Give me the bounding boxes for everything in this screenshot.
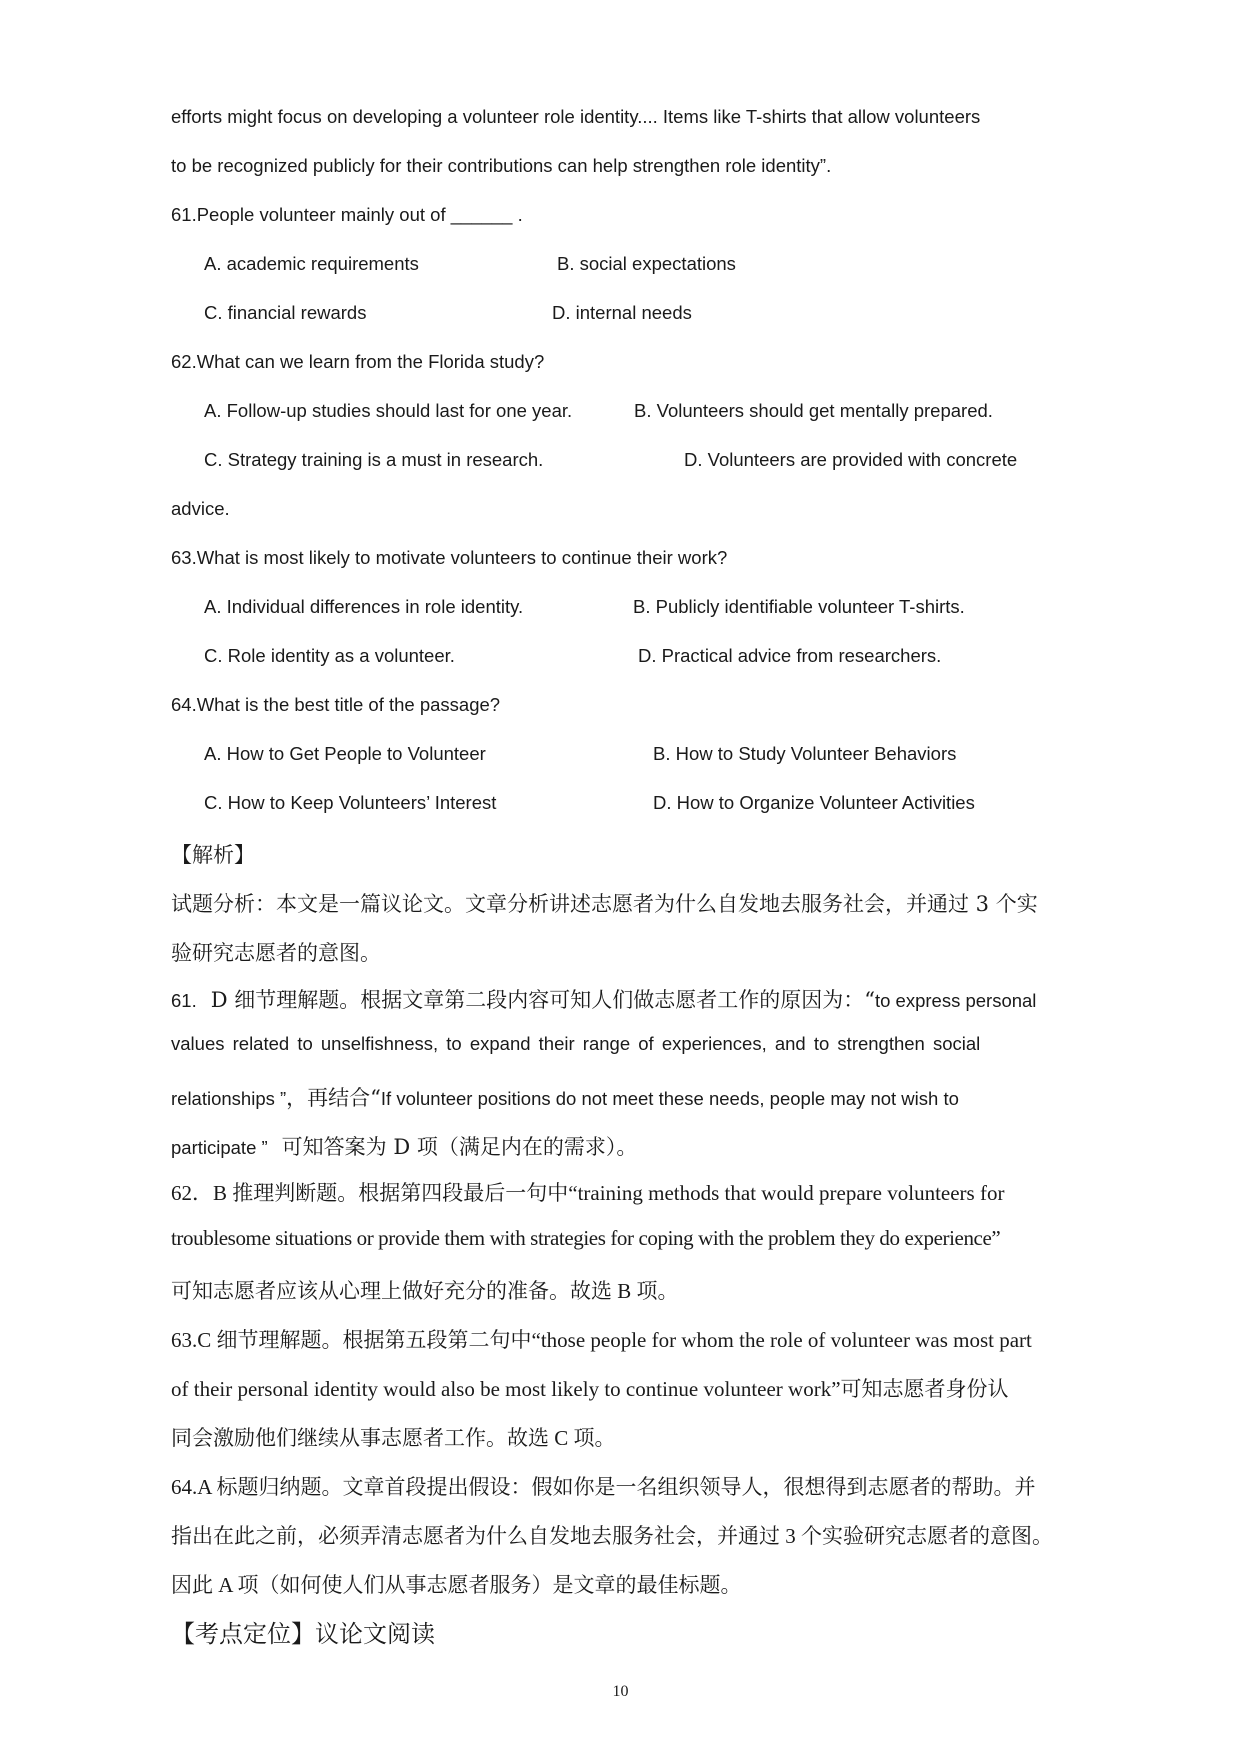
option-64-c: C. How to Keep Volunteers’ Interest: [204, 792, 497, 813]
option-64-d: D. How to Organize Volunteer Activities: [653, 792, 975, 813]
answer-62-line: 62．B 推理判断题。根据第四段最后一句中“training methods that would prepare volunteers for: [171, 1181, 1005, 1205]
answer-63-line: 同会激励他们继续从事志愿者工作。故选 C 项。: [171, 1426, 616, 1450]
answer-63-line: of their personal identity would also be most likely to continue volunteer work”可知志愿者身份认: [171, 1377, 1009, 1401]
answer-62-line: troublesome situations or provide them with strategies for coping with the problem they do experience”: [171, 1226, 1001, 1250]
option-62-d: D. Volunteers are provided with concrete: [684, 449, 1018, 470]
option-62-d-continued: advice.: [171, 498, 230, 519]
option-62-b: B. Volunteers should get mentally prepared.: [634, 400, 993, 421]
answer-62-line: 可知志愿者应该从心理上做好充分的准备。故选 B 项。: [171, 1279, 679, 1303]
answer-61-quote: relationships ”: [171, 1088, 287, 1109]
option-61-d: D. internal needs: [552, 302, 692, 323]
answer-61-line: [171, 984, 1036, 1014]
question-stem-63: 63.What is most likely to motivate volunteers to continue their work?: [171, 547, 728, 568]
option-61-a: A. academic requirements: [204, 253, 419, 274]
analysis-heading: 【解析】: [171, 843, 255, 867]
answer-61-quote: If volunteer positions do not meet these needs, people may not wish to: [380, 1088, 959, 1109]
analysis-intro-line: 试题分析：本文是一篇议论文。文章分析讲述志愿者为什么自发地去服务社会，并通过 3 个实: [171, 892, 1038, 916]
analysis-intro-line: 验研究志愿者的意图。: [171, 941, 381, 965]
passage-line: to be recognized publicly for their contributions can help strengthen role identity”.: [171, 155, 832, 176]
question-stem-62: 62.What can we learn from the Florida study?: [171, 351, 545, 372]
answer-64-line: 因此 A 项（如何使人们从事志愿者服务）是文章的最佳标题。: [171, 1573, 742, 1597]
answer-61-line: [171, 1082, 959, 1112]
answer-61-quote: participate ”: [171, 1137, 268, 1158]
option-64-b: B. How to Study Volunteer Behaviors: [653, 743, 957, 764]
question-stem-61: 61.People volunteer mainly out of ______ .: [171, 204, 523, 225]
option-63-b: B. Publicly identifiable volunteer T-shirts.: [633, 596, 965, 617]
page-number: 10: [612, 1683, 629, 1700]
answer-61-text: D 细节理解题。根据文章第二段内容可知人们做志愿者工作的原因为：“: [210, 988, 875, 1012]
option-61-c: C. financial rewards: [204, 302, 367, 323]
answer-61-text: 可知答案为 D 项（满足内在的需求）。: [281, 1135, 638, 1159]
answer-61-number: 61.: [171, 990, 197, 1011]
option-63-d: D. Practical advice from researchers.: [638, 645, 942, 666]
answer-64-line: 指出在此之前，必须弄清志愿者为什么自发地去服务社会，并通过 3 个实验研究志愿者的意图。: [171, 1524, 1053, 1548]
key-point-heading: 【考点定位】议论文阅读: [171, 1620, 435, 1648]
passage-line: efforts might focus on developing a volunteer role identity.... Items like T-shirts that allow volunteers: [171, 106, 981, 127]
option-62-a: A. Follow-up studies should last for one year.: [204, 400, 573, 421]
answer-61-line: values related to unselfishness, to expand their range of experiences, and to strengthen social: [171, 1033, 981, 1054]
option-61-b: B. social expectations: [557, 253, 736, 274]
option-63-c: C. Role identity as a volunteer.: [204, 645, 455, 666]
question-stem-64: 64.What is the best title of the passage?: [171, 694, 501, 715]
option-62-c: C. Strategy training is a must in research.: [204, 449, 544, 470]
option-64-a: A. How to Get People to Volunteer: [204, 743, 486, 764]
answer-61-quote: to express personal: [874, 990, 1037, 1011]
option-63-a: A. Individual differences in role identity.: [204, 596, 524, 617]
answer-64-line: 64.A 标题归纳题。文章首段提出假设：假如你是一名组织领导人，很想得到志愿者的帮助。并: [171, 1475, 1036, 1499]
answer-61-text: ，再结合“: [286, 1086, 381, 1110]
answer-63-line: 63.C 细节理解题。根据第五段第二句中“those people for whom the role of volunteer was most part: [171, 1328, 1032, 1352]
answer-61-line: [171, 1131, 637, 1161]
